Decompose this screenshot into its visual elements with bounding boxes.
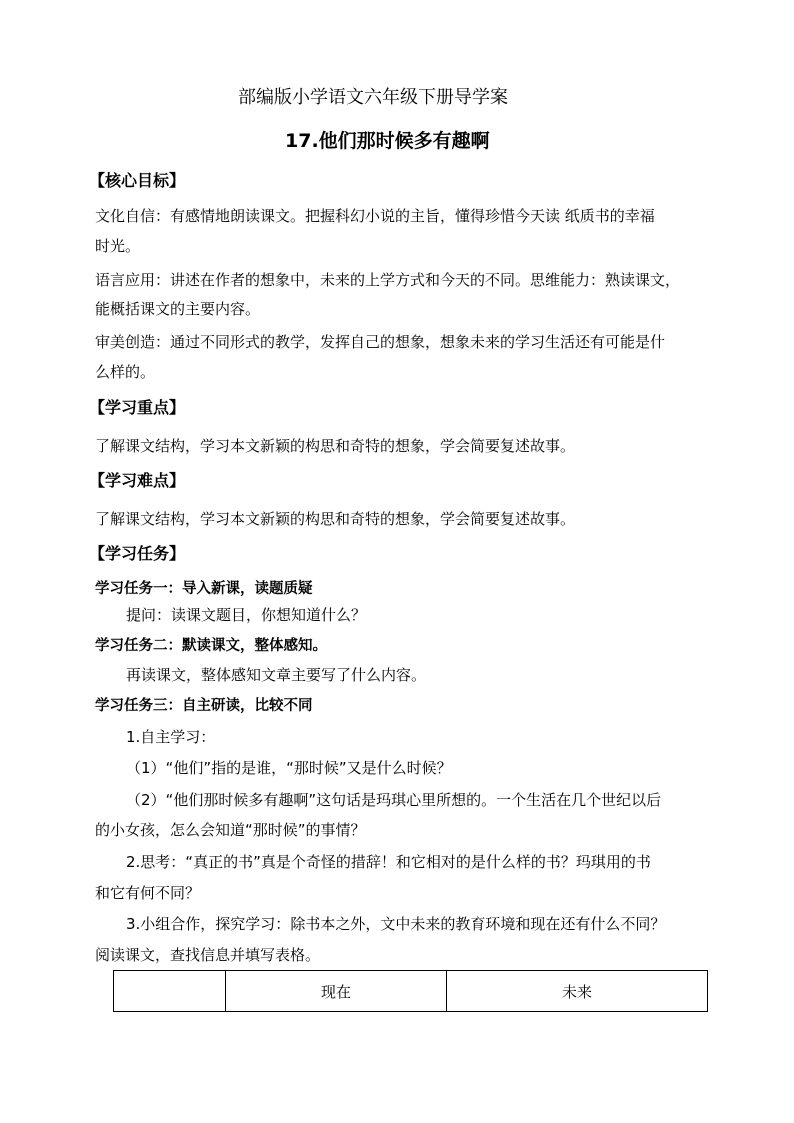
table-header-cell-future: 未来	[447, 971, 708, 1012]
task-three-item: 和它有何不同？	[95, 884, 201, 902]
task-three-item: 1.自主学习：	[126, 728, 216, 746]
goals-text: 语言应用：讲述在作者的想象中，未来的上学方式和今天的不同。思维能力：熟读课文，	[95, 271, 681, 289]
lesson-title: 17.他们那时候多有趣啊	[285, 130, 490, 152]
task-one-text: 提问：读课文题目，你想知道什么？	[126, 606, 367, 624]
comparison-table	[113, 970, 708, 1012]
goals-text: 时光。	[95, 237, 141, 255]
task-two-title: 学习任务二：默读课文，整体感知。	[95, 638, 327, 654]
goals-text: 能概括课文的主要内容。	[95, 300, 261, 318]
task-three-item: 阅读课文，查找信息并填写表格。	[95, 946, 321, 964]
table-header-row	[114, 971, 708, 1012]
goals-text: 审美创造：通过不同形式的教学，发挥自己的想象，想象未来的学习生活还有可能是什	[95, 333, 666, 351]
difficulty-heading: 【学习难点】	[89, 471, 186, 490]
page-title: 部编版小学语文六年级下册导学案	[238, 87, 508, 108]
goals-heading: 【核心目标】	[89, 171, 186, 190]
difficulty-text: 了解课文结构，学习本文新颖的构思和奇特的想象，学会简要复述故事。	[95, 510, 576, 528]
tasks-heading: 【学习任务】	[89, 544, 186, 563]
task-three-question: 的小女孩，怎么会知道“那时候”的事情？	[95, 821, 366, 839]
task-two-text: 再读课文，整体感知文章主要写了什么内容。	[126, 666, 427, 684]
goals-text: 么样的。	[95, 363, 156, 381]
table-header-cell-now: 现在	[226, 971, 447, 1012]
task-three-item: 3.小组合作，探究学习：除书本之外，文中未来的教育环境和现在还有什么不同？	[126, 915, 666, 933]
table-header-cell-empty	[114, 971, 226, 1012]
task-three-question: （2）“他们那时候多有趣啊”这句话是玛琪心里所想的。一个生活在几个世纪以后	[126, 791, 662, 809]
focus-text: 了解课文结构，学习本文新颖的构思和奇特的想象，学会简要复述故事。	[95, 437, 576, 455]
task-three-item: 2.思考：“真正的书”真是个奇怪的措辞！和它相对的是什么样的书？玛琪用的书	[126, 853, 651, 871]
focus-heading: 【学习重点】	[89, 398, 186, 417]
task-three-title: 学习任务三：自主研读，比较不同	[95, 698, 313, 714]
task-one-title: 学习任务一：导入新课，读题质疑	[95, 581, 313, 597]
task-three-question: （1）“他们”指的是谁，“那时候”又是什么时候？	[126, 759, 452, 777]
goals-text: 文化自信：有感情地朗读课文。把握科幻小说的主旨，懂得珍惜今天读 纸质书的幸福	[95, 207, 655, 225]
